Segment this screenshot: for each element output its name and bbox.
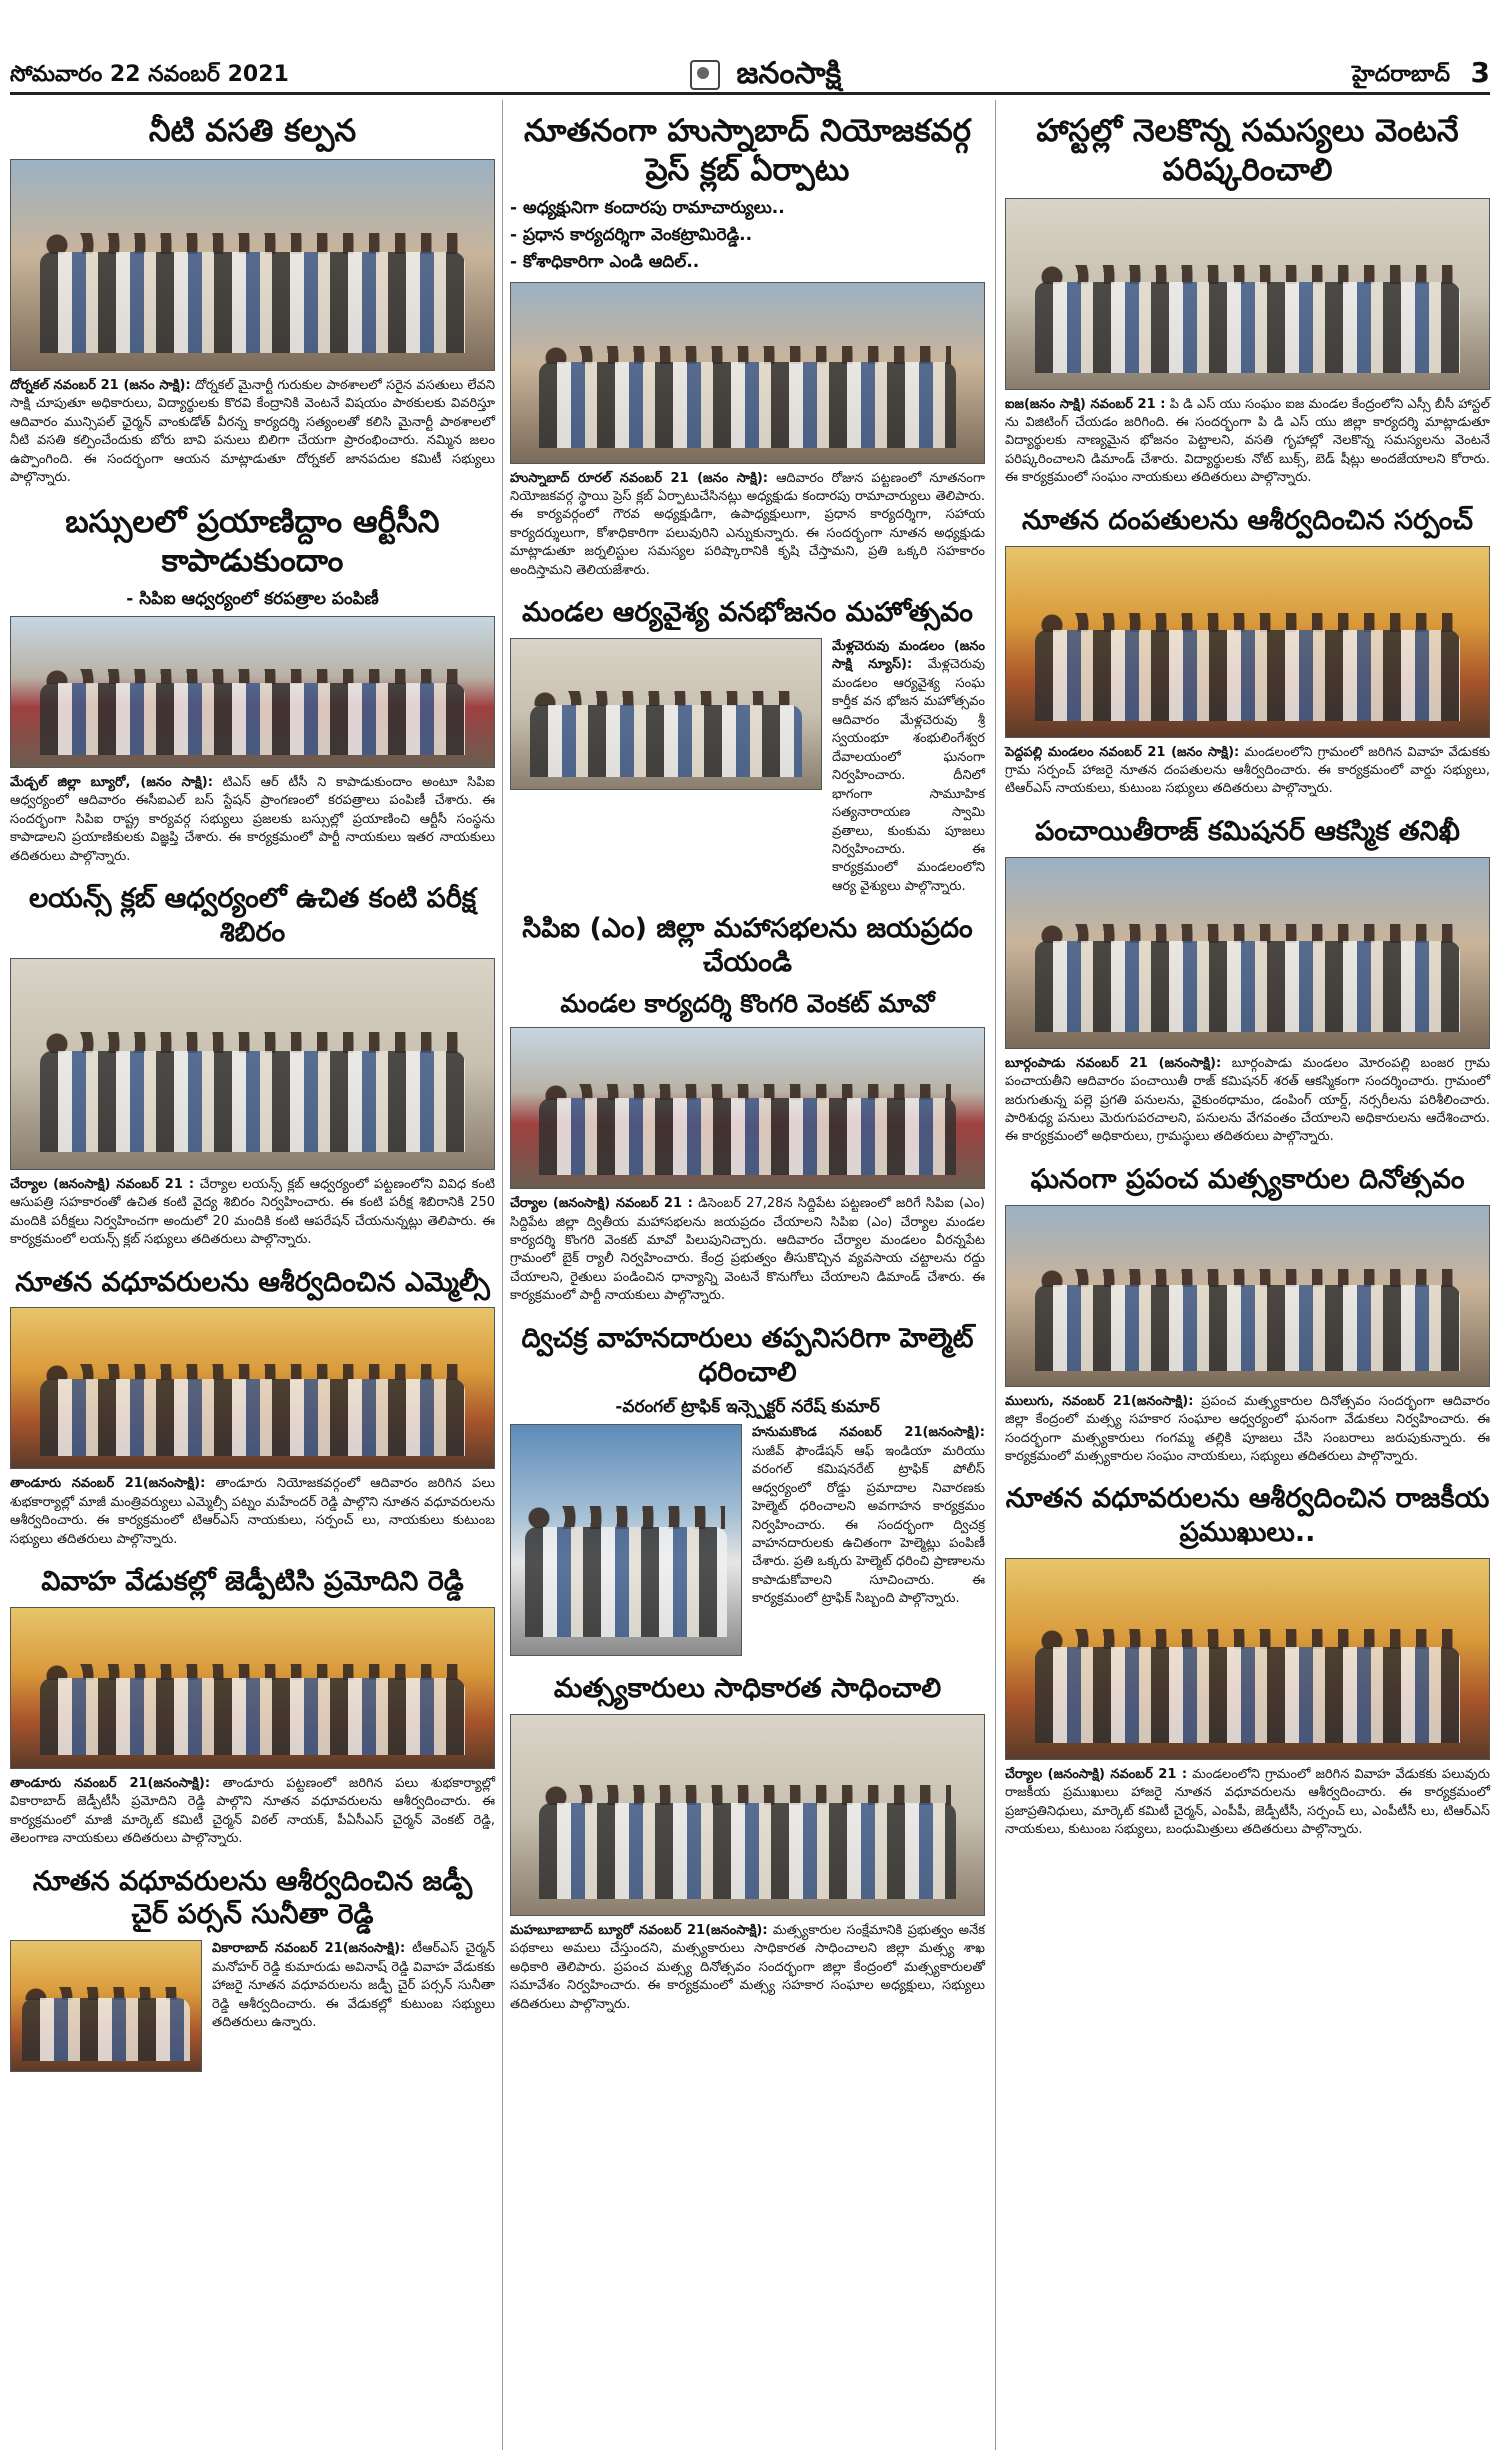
article-headline: నూతన వధూవరులను ఆశీర్వదించిన జడ్పీ చైర్ పర్సన్ సునీతా రెడ్డి <box>32 1865 473 1931</box>
article-sarpanch-blessing <box>1005 504 1490 799</box>
article-eye-camp <box>10 882 495 1249</box>
article-body: మహబూబాబాద్ బ్యూరో నవంబర్ 21(జనంసాక్షి): మత్స్యకారుల సంక్షేమానికి ప్రభుత్వం అనేక పథకాలు అమలు చేస్తుందని, మత్స్యకారులు సాధికారత సాధించాలని జిల్లా మత్స్య శాఖ అధికారి తెలిపారు. ప్రపంచ మత్స్య దినోత్సవం సందర్భంగా జిల్లా కేంద్రంలో మత్స్యకారులతో సమావేశం నిర్వహించారు. ఈ కార్యక్రమంలో మత్స్య సహకార సంఘాల అధ్యక్షులు, సభ్యులు తదితరులు పాల్గొన్నారు. <box>510 1923 985 2012</box>
article-fisheries-day <box>1005 1163 1490 1467</box>
issue-date: సోమవారం 22 నవంబర్ 2021 <box>10 62 289 87</box>
article-headline: హాస్టల్లో నెలకొన్న సమస్యలు వెంటనే పరిష్కరించాలి <box>1036 113 1459 188</box>
column-divider <box>995 100 996 2450</box>
article-body: హనుమకొండ నవంబర్ 21(జనంసాక్షి): సుజీవ్ ఫౌండేషన్ ఆఫ్ ఇండియా మరియు వరంగల్ కమిషనరేట్ ట్రాఫిక్ పోలీస్ ఆధ్వర్యంలో రోడ్డు ప్రమాదాల నివారణకు హెల్మెట్ ధరించాలని అవగాహన కార్యక్రమం నిర్వహించారు. ఈ సందర్భంగా ద్విచక్ర వాహనదారులకు ఉచితంగా హెల్మెట్లు పంపిణీ చేశారు. ప్రతి ఒక్కరు హెల్మెట్ ధరించి ప్రాణాలను కాపాడుకోవాలని సూచించారు. ఈ కార్యక్రమంలో ట్రాఫిక్ సిబ్బంది పాల్గొన్నారు. <box>752 1425 985 1607</box>
article-body: చేర్యాల (జనంసాక్షి) నవంబర్ 21 : చేర్యాల లయన్స్ క్లబ్ ఆధ్వర్యంలో పట్టణంలోని వివిధ కంటి ఆసుపత్రి సహకారంతో ఉచిత కంటి వైద్య శిబిరం నిర్వహించారు. ఈ కంటి పరీక్ష శిబిరానికి 250 మందికి పరీక్షలు నిర్వహించగా అందులో 20 మందికి కంటి ఆపరేషన్ చేయనున్నట్లు తెలిపారు. ఈ కార్యక్రమంలో లయన్స్ క్లబ్ సభ్యులు తదితరులు పాల్గొన్నారు. <box>10 1176 496 1248</box>
column-divider <box>502 100 503 2450</box>
article-photo <box>10 1307 495 1469</box>
paper-logo-icon <box>690 60 720 90</box>
article-row <box>10 1940 495 2072</box>
column-left <box>10 108 495 2088</box>
article-body: ములుగు, నవంబర్ 21(జనంసాక్షి): ప్రపంచ మత్స్యకారుల దినోత్సవం సందర్భంగా ఆదివారం జిల్లా కేంద్రంలో మత్స్య సహకార సంఘాల ఆధ్వర్యంలో ఘనంగా వేడుకలు నిర్వహించారు. ఈ సందర్భంగా మత్స్యకారులు గంగమ్మ తల్లికి పూజలు చేసి సంబరాలు జరుపుకున్నారు. ఈ కార్యక్రమంలో మత్స్యకారుల సంఘం నాయకులు, సభ్యులు తదితరులు పాల్గొన్నారు. <box>1005 1393 1490 1464</box>
article-headline: పంచాయితీరాజ్ కమిషనర్ ఆకస్మిక తనిఖీ <box>1035 815 1460 847</box>
article-body: హుస్నాబాద్ రూరల్ నవంబర్ 21 (జనం సాక్షి): ఆదివారం రోజున పట్టణంలో నూతనంగా నియోజకవర్గ స్థాయి ప్రెస్ క్లబ్ ఏర్పాటుచేసినట్లు అధ్యక్షుడు కందారపు రామాచార్యులు తెలిపారు. ఈ కార్యవర్గంలో గౌరవ అధ్యక్షుడిగా, ఉపాధ్యక్షులుగా, ప్రధాన కార్యదర్శిగా, సహాయ కార్యదర్శులుగా, కోశాధికారిగా పలువురిని ఎన్నుకున్నారు. ఈ సందర్భంగా నూతన అధ్యక్షుడు మాట్లాడుతూ జర్నలిస్టుల సమస్యల పరిష్కారానికి కృషి చేస్తామని, ప్రతి ఒక్కరి సహకారం అందిస్తామని తెలియజేశారు. <box>510 470 985 578</box>
article-body: వికారాబాద్ నవంబర్ 21(జనంసాక్షి): టీఆర్ఎస్ చైర్మన్ మనోహర్ రెడ్డి కుమారుడు అవినాష్ రెడ్డి వివాహ వేడుకకు హాజరై నూతన వధూవరులను జడ్పీ చైర్ పర్సన్ సునీతా రెడ్డి ఆశీర్వదించారు. ఈ వేడుకల్లో కుటుంబ సభ్యులు తదితరులు ఉన్నారు. <box>212 1941 495 2030</box>
article-row <box>510 1424 985 1656</box>
article-body: దోర్నకల్ నవంబర్ 21 (జనం సాక్షి): దోర్నకల్ మైనార్టీ గురుకుల పాఠశాలలో సరైన వసతులు లేవని సాక్షి చూపుతూ అధికారులు, విద్యార్థులకు కొరవి కేంద్రానికి వెంటనే విషయం పాఠకులకు వివరిస్తూ ఆదివారం మున్సిపల్ ఛైర్మన్ వాంకుడోత్ వీరన్న కార్యదర్శి సత్యంలతో కలిసి మైనార్టీ పాఠశాలలో నీటి వసతి కల్పించేందుకు బోరు బావి పనులు బిలిగా చేయగా ప్రారంభించారు. నమ్మిన జలం ఉప్పొంగింది. ఈ సందర్భంగా ఆయన మాట్లాడుతూ దోర్నకల్ జానపదుల కమిటీ సభ్యులు పాల్గొన్నారు. <box>10 377 495 486</box>
paper-name: జనంసాక్షి <box>736 56 842 91</box>
article-hostel-problems <box>1005 112 1490 488</box>
article-bullet: - అధ్యక్షునిగా కందారపు రామాచార్యులు.. <box>510 197 785 218</box>
article-headline: నీటి వసతి కల్పన <box>148 113 357 149</box>
article-body: చేర్యాల (జనంసాక్షి) నవంబర్ 21 : డిసెంబర్ 27,28న సిద్దిపేట పట్టణంలో జరిగే సిపిఐ (ఎం) సిద్దిపేట జిల్లా ద్వితీయ మహాసభలను జయప్రదం చేయాలని సిపిఐ (ఎం) చేర్యాల మండల కార్యదర్శి కొంగరి వెంకట్ మావో పిలుపునిచ్చారు. ఆదివారం చేర్యాల మండలం వీరన్నపేట గ్రామంలో బైక్ ర్యాలీ నిర్వహించారు. కేంద్ర ప్రభుత్వం తీసుకొచ్చిన వ్యవసాయ చట్టాలను రద్దు చేయాలని, రైతులు పండించిన ధాన్యాన్ని వెంటనే కొనుగోలు చేయాలని డిమాండ్ చేశారు. ఈ కార్యక్రమంలో పార్టీ నాయకులు పాల్గొన్నారు. <box>510 1196 985 1304</box>
article-body: చేర్యాల (జనంసాక్షి) నవంబర్ 21 : మండలంలోని గ్రామంలో జరిగిన వివాహ వేడుకకు పలువురు రాజకీయ ప్రముఖులు హాజరై నూతన వధూవరులను ఆశీర్వదించారు. ఈ కార్యక్రమంలో ప్రజాప్రతినిధులు, మార్కెట్ కమిటీ చైర్మన్, ఎంపీపీ, జెడ్పీటీసీ, సర్పంచ్ లు, ఎంపీటీసీ లు, టిఆర్ఎస్ నాయకులు, కుటుంబ సభ్యులు, బంధుమిత్రులు తదితరులు పాల్గొన్నారు. <box>1005 1766 1490 1838</box>
article-subhead: - సిపిఐ ఆధ్వర్యంలో కరపత్రాల పంపిణీ <box>126 588 379 609</box>
article-zptc-wedding <box>10 1565 495 1849</box>
article-headline: నూతన వధూవరులను ఆశీర్వదించిన ఎమ్మెల్సీ <box>15 1266 490 1298</box>
column-middle <box>510 108 985 2030</box>
article-photo <box>510 1424 742 1656</box>
article-body: మేడ్చల్ జిల్లా బ్యూరో, (జనం సాక్షి): టిఎస్ ఆర్ టీసీ ని కాపాడుకుందాం అంటూ సిపిఐ ఆధ్వర్యంలో ఆదివారం ఈసీఐఎల్ బస్ స్టేషన్ ప్రాంగణంలో కరపత్రాలు పంపిణీ చేశారు. ఈ సందర్భంగా సిపిఐ రాష్ట్ర కార్యవర్గ సభ్యులు ప్రజలకు బస్సుల్లో ప్రయాణించి ఆర్టీసీ సంస్థను కాపాడాలని ప్రయాణికులకు విజ్ఞప్తి చేశారు. ఈ కార్యక్రమంలో పార్టీ నాయకులు ఇతర నాయకులు తదితరులు పాల్గొన్నారు. <box>10 774 496 864</box>
article-headline: ద్విచక్ర వాహనదారులు తప్పనిసరిగా హెల్మెట్ ధరించాలి <box>521 1322 974 1388</box>
article-photo <box>1005 1205 1490 1387</box>
article-headline: బస్సులలో ప్రయాణిద్దాం ఆర్టీసీని కాపాడుకుందాం <box>65 504 440 580</box>
article-commissioner-inspection <box>1005 815 1490 1147</box>
article-body: తాండూరు నవంబర్ 21(జనంసాక్షి): తాండూరు పట్టణంలో జరిగిన పలు శుభకార్యాల్లో వికారాబాద్ జెడ్పీటీసీ ప్రమోదిని రెడ్డి పాల్గొని నూతన వధూవరులను ఆశీర్వదించారు. ఈ కార్యక్రమంలో మాజీ మార్కెట్ కమిటీ చైర్మన్ విఠల్ నాయక్, పీఏసీఎస్ చైర్మన్ వెంకట్ రెడ్డి, తెలంగాణ నాయకులు తదితరులు పాల్గొన్నారు. <box>10 1775 495 1847</box>
article-arya-vysya <box>510 596 985 896</box>
article-headline: సిపిఐ (ఎం) జిల్లా మహాసభలను జయప్రదం చేయండి <box>522 913 973 979</box>
page-number: 3 <box>1470 56 1490 89</box>
article-photo <box>10 159 495 371</box>
article-zp-chairperson <box>10 1865 495 2073</box>
article-body: తాండూరు నవంబర్ 21(జనంసాక్షి): తాండూరు నియోజకవర్గంలో ఆదివారం జరిగిన పలు శుభకార్యాల్లో మాజీ మంత్రివర్యులు ఎమ్మెల్సీ పట్నం మహేందర్ రెడ్డి పాల్గొని నూతన వధూవరులను ఆశీర్వదించారు. ఈ కార్యక్రమంలో టిఆర్ఎస్ నాయకులు, సర్పంచ్ లు, నాయకులు కుటుంబ సభ్యులు తదితరులు పాల్గొన్నారు. <box>10 1476 495 1547</box>
article-cpim-conference <box>510 912 985 1305</box>
article-photo <box>510 282 985 464</box>
article-helmet <box>510 1322 985 1657</box>
article-headline: ఘనంగా ప్రపంచ మత్స్యకారుల దినోత్సవం <box>1030 1163 1465 1195</box>
article-mlc-blessing <box>10 1266 495 1550</box>
article-photo <box>10 1607 495 1769</box>
article-photo <box>510 1714 985 1916</box>
article-headline: నూతనంగా హుస్నాబాద్ నియోజకవర్గ ప్రెస్ క్లబ్ ఏర్పాటు <box>524 113 971 188</box>
article-headline: వివాహ వేడుకల్లో జెడ్పీటిసి ప్రమోదిని రెడ్డి <box>41 1566 464 1598</box>
article-body: పెద్దపల్లి మండలం నవంబర్ 21 (జనం సాక్షి): మండలంలోని గ్రామంలో జరిగిన వివాహ వేడుకకు గ్రామ సర్పంచ్ హాజరై నూతన దంపతులను ఆశీర్వదించారు. ఈ కార్యక్రమంలో వార్డు సభ్యులు, టిఆర్ఎస్ నాయకులు, కుటుంబ సభ్యులు తదితరులు పాల్గొన్నారు. <box>1005 744 1490 797</box>
article-photo <box>1005 857 1490 1049</box>
article-photo <box>1005 546 1490 738</box>
edition-city: హైదరాబాద్ <box>1352 62 1450 87</box>
article-water-facility <box>10 112 495 487</box>
article-headline: లయన్స్ క్లబ్ ఆధ్వర్యంలో ఉచిత కంటి పరీక్ష శిబిరం <box>28 883 476 948</box>
article-bullet: - ప్రధాన కార్యదర్శిగా వెంకట్రామిరెడ్డి.. <box>510 224 753 245</box>
article-fishermen <box>510 1672 985 2014</box>
article-body: మేళ్లచెరువు మండలం (జనం సాక్షి న్యూస్): మేళ్లచెరువు మండలం ఆర్యవైశ్య సంఘ కార్తీక వన భోజన మహోత్సవం ఆదివారం మేళ్లచెరువు శ్రీ స్వయంభూ శంభులింగేశ్వర దేవాలయంలో ఘనంగా నిర్వహించారు. దీనిలో భాగంగా సామూహిక సత్యనారాయణ స్వామి వ్రతాలు, కుంకుమ పూజలు నిర్వహించారు. ఈ కార్యక్రమంలో మండలంలోని ఆర్య వైశ్యులు పాల్గొన్నారు. <box>832 638 985 894</box>
article-body: బూర్గంపాడు నవంబర్ 21 (జనంసాక్షి): బూర్గంపాడు మండలం మోరంపల్లి బంజర గ్రామ పంచాయతీని ఆదివారం పంచాయితీ రాజ్ కమిషనర్ శరత్ ఆకస్మికంగా సందర్శించారు. గ్రామంలో జరుగుతున్న పల్లె ప్రగతి పనులను, వైకుంఠధామం, డంపింగ్ యార్డ్, నర్సరీలను పరిశీలించారు. పారిశుధ్య పనులు మెరుగుపరచాలని, పనులను వేగవంతం చేయాలని అధికారులను ఆదేశించారు. ఈ కార్యక్రమంలో అధికారులు, గ్రామస్థులు తదితరులు పాల్గొన్నారు. <box>1005 1055 1491 1145</box>
article-photo <box>510 638 822 790</box>
masthead <box>10 0 1490 95</box>
article-rtc-buses <box>10 503 495 866</box>
article-body: ఐజ(జనం సాక్షి) నవంబర్ 21 : పి డి ఎస్ యు సంఘం ఐజ మండల కేంద్రంలోని ఎస్సీ బీసీ హాస్టల్ ను విజిటింగ్ చేయడం జరిగింది. ఈ సందర్భంగా పి డి ఎస్ యు జిల్లా కార్యదర్శి మాట్లాడుతూ విద్యార్థులకు నాణ్యమైన భోజనం పెట్టాలని, వసతి గృహాల్లో నెలకొన్న సమస్యలను వెంటనే పరిష్కరించాలని డిమాండ్ చేశారు. విద్యార్థులకు నోట్ బుక్స్, బెడ్ షీట్లు అందజేయాలని కోరారు. ఈ కార్యక్రమంలో సంఘం నాయకులు తదితరులు పాల్గొన్నారు. <box>1005 396 1490 486</box>
article-subhead: -వరంగల్ ట్రాఫిక్ ఇన్స్పెక్టర్ నరేష్ కుమార్ <box>615 1397 880 1418</box>
article-headline-secondary: మండల కార్యదర్శి కొంగరి వెంకట్ మావో <box>560 988 935 1018</box>
article-headline: నూతన దంపతులను ఆశీర్వదించిన సర్పంచ్ <box>1022 504 1473 536</box>
article-headline: మత్స్యకారులు సాధికారత సాధించాలి <box>553 1673 942 1705</box>
article-political-leaders <box>1005 1482 1490 1839</box>
article-photo <box>1005 1558 1490 1760</box>
article-row <box>510 638 985 896</box>
article-photo <box>1005 198 1490 390</box>
column-right <box>1005 108 1490 1856</box>
article-headline: నూతన వధూవరులను ఆశీర్వదించిన రాజకీయ ప్రముఖులు.. <box>1005 1483 1490 1549</box>
article-press-club <box>510 112 985 580</box>
article-photo <box>10 1940 202 2072</box>
article-photo <box>510 1027 985 1189</box>
article-photo <box>10 958 495 1170</box>
article-bullet: - కోశాధికారిగా ఎండి ఆదిల్.. <box>510 251 700 272</box>
article-photo <box>10 616 495 768</box>
paper-title <box>690 56 841 98</box>
article-headline: మండల ఆర్యవైశ్య వనభోజనం మహోత్సవం <box>522 597 973 629</box>
